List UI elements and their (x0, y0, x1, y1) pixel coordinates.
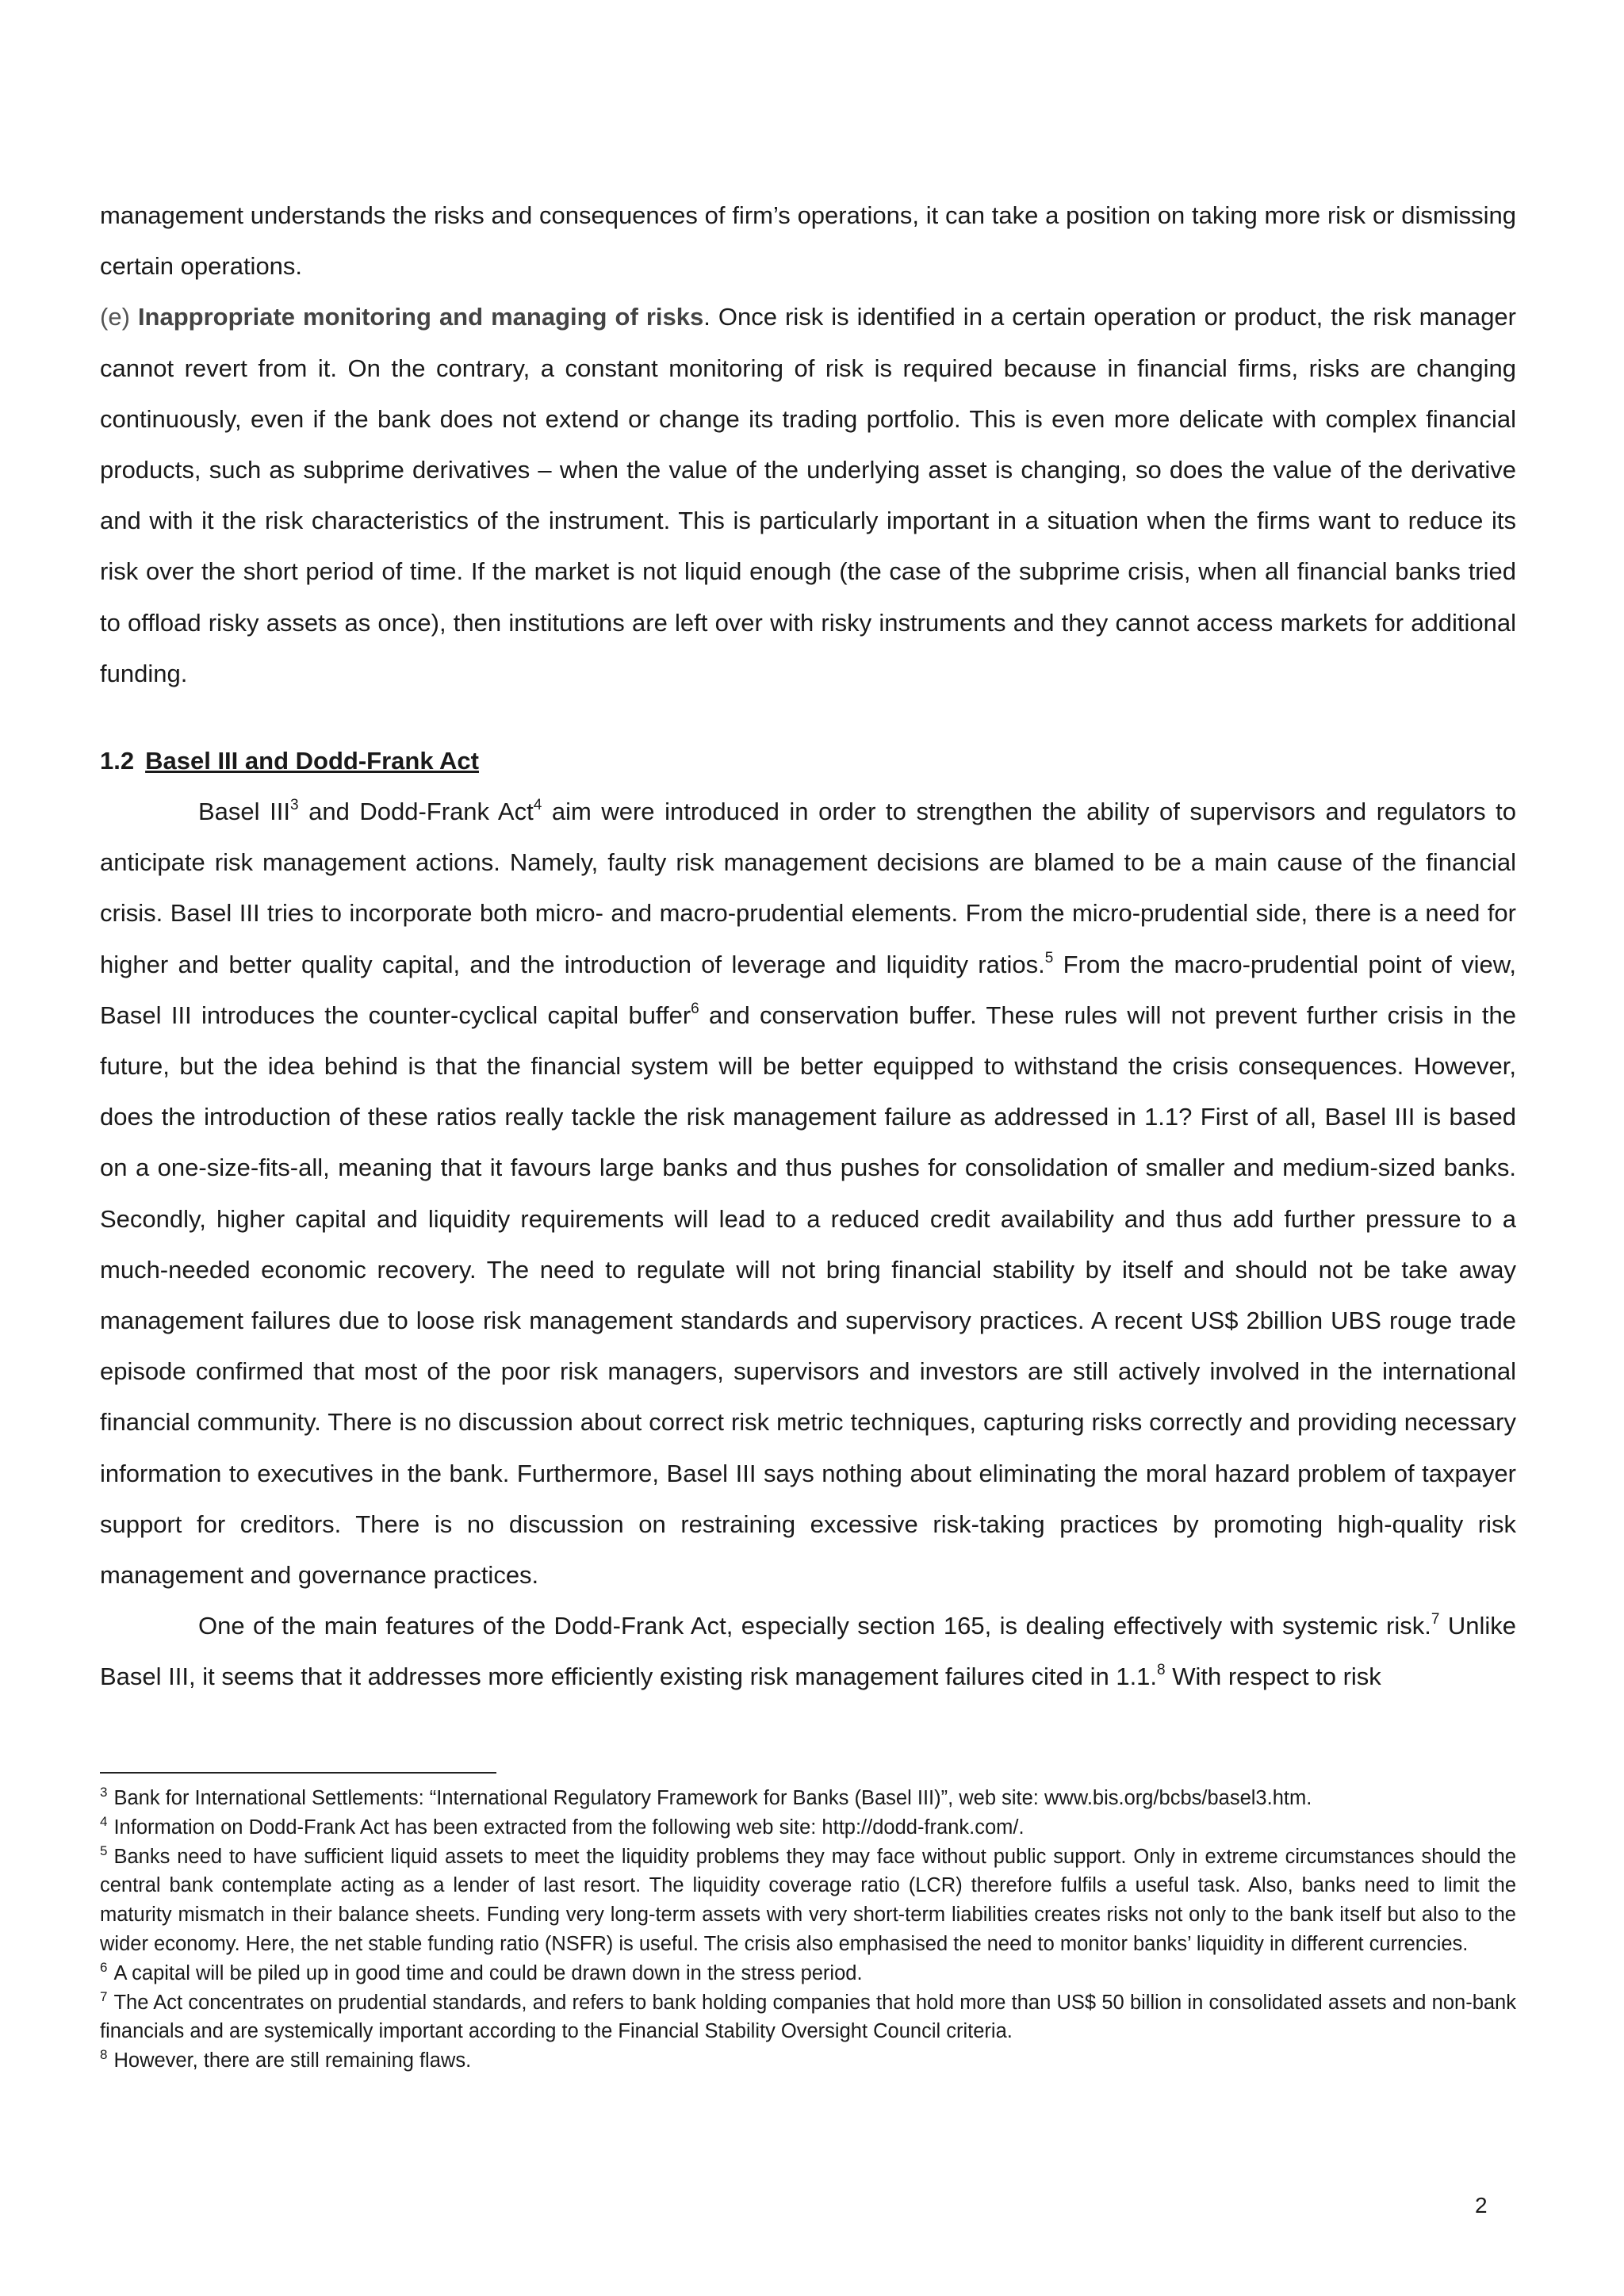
section-title: Basel III and Dodd-Frank Act (145, 747, 479, 775)
dodd-frank-text-1: One of the main features of the Dodd-Frank Act, especially section 165, is dealing effectively with systemic risk. (198, 1612, 1431, 1640)
page-number: 2 (1475, 2193, 1488, 2218)
basel-paragraph (100, 786, 1516, 1601)
item-e-term: Inappropriate monitoring and managing of risks (137, 303, 704, 331)
section-number: 1.2 (100, 747, 135, 775)
footnote-5 (100, 1843, 1516, 1959)
footnote-ref-3[interactable]: 3 (289, 797, 299, 814)
basel-text-3: aim were introduced in order to strengthen the ability of supervisors and regulators to anticipate risk management actions. Namely, faulty risk management decisions are blamed to be a main cause of the financial crisis. Basel III tries to incorporate both micro- and macro-prudential elements. From the micro-prudential side, there is a need for higher and better quality capital, and the introduction of leverage and liquidity ratios. (100, 798, 1516, 978)
section-heading (100, 736, 1516, 786)
footnote-ref-5[interactable]: 5 (1044, 949, 1054, 966)
footnote-3 (100, 1784, 1516, 1813)
footnote-separator (100, 1772, 496, 1774)
footnote-text: The Act concentrates on prudential standards, and refers to bank holding companies that hold more than US$ 50 billion in consolidated assets and non-bank financials and are systemically important according to the Financial Stability Oversight Council criteria. (100, 1991, 1516, 2043)
basel-text-4: From the macro-prudential point of view, Basel III introduces the counter-cyclical capital buffer (100, 950, 1516, 1029)
footnote-6 (100, 1959, 1516, 1988)
footnote-text: However, there are still remaining flaws. (113, 2049, 472, 2072)
basel-text-1: Basel III (198, 798, 290, 826)
item-e-paragraph (100, 292, 1516, 699)
footnote-ref-8[interactable]: 8 (1157, 1662, 1166, 1679)
footnote-text: Banks need to have sufficient liquid assets to meet the liquidity problems they may face without public support. Only in extreme circumstances should the central bank contemplate acting as a lender of last resort. The liquidity coverage ratio (LCR) therefore fulfils a useful task. Also, banks need to limit the maturity mismatch in their balance sheets. Funding very long-term assets with very short-term liabilities creates risks not only to the bank itself but also to the wider economy. Here, the net stable funding ratio (NSFR) is useful. The crisis also emphasised the need to monitor banks’ liquidity in different currencies. (100, 1845, 1516, 1955)
dodd-frank-text-2: Unlike Basel III, it seems that it addresses more efficiently existing risk management failures cited in 1.1. (100, 1612, 1516, 1691)
footnote-mark: 7 (100, 1988, 108, 2004)
footnote-text: Information on Dodd-Frank Act has been extracted from the following web site: http://dodd-frank.com/. (113, 1816, 1025, 1839)
dodd-frank-text-3: With respect to risk (1165, 1663, 1381, 1691)
footnote-ref-6[interactable]: 6 (691, 1000, 699, 1017)
footnote-mark: 3 (100, 1785, 108, 1800)
footnote-mark: 6 (100, 1959, 108, 1975)
basel-text-2: and Dodd-Frank Act (298, 798, 534, 826)
footnote-7 (100, 1988, 1516, 2047)
continued-paragraph: management understands the risks and consequences of firm’s operations, it can take a position on taking more risk or dismissing certain operations. (100, 201, 1516, 281)
footnotes (100, 1784, 1516, 2076)
footnote-mark: 4 (100, 1813, 108, 1829)
basel-text-5: and conservation buffer. These rules will not prevent further crisis in the future, but the idea behind is that the financial system will be better equipped to withstand the crisis consequences. However, does the introduction of these ratios really tackle the risk management failure as addressed in 1.1? First of all, Basel III is based on a one-size-fits-all, meaning that it favours large banks and thus pushes for consolidation of smaller and medium-sized banks. Secondly, higher capital and liquidity requirements will lead to a reduced credit availability and thus add further pressure to a much-needed economic recovery. The need to regulate will not bring financial stability by itself and should not be take away management failures due to loose risk management standards and supervisory practices. A recent US$ 2billion UBS rouge trade episode confirmed that most of the poor risk managers, supervisors and investors are still actively involved in the international financial community. There is no discussion about correct risk metric techniques, capturing risks correctly and providing necessary information to executives in the bank. Furthermore, Basel III says nothing about eliminating the moral hazard problem of taxpayer support for creditors. There is no discussion on restraining excessive risk-taking practices by promoting high-quality risk management and governance practices. (100, 1001, 1516, 1590)
footnote-mark: 5 (100, 1843, 108, 1858)
footnote-ref-7[interactable]: 7 (1431, 1611, 1440, 1628)
footnote-text: Bank for International Settlements: “International Regulatory Framework for Banks (Basel III)”, web site: www.bis.org/bcbs/basel3.htm. (113, 1787, 1312, 1809)
item-e-label: (e) (100, 303, 130, 331)
footnote-text: A capital will be piled up in good time and could be drawn down in the stress period. (113, 1961, 863, 1984)
page-body (100, 190, 1516, 1703)
dodd-frank-paragraph (100, 1601, 1516, 1702)
item-e-text: . Once risk is identified in a certain operation or product, the risk manager cannot revert from it. On the contrary, a constant monitoring of risk is required because in financial firms, risks are changing continuously, even if the bank does not extend or change its trading portfolio. This is even more delicate with complex financial products, such as subprime derivatives – when the value of the underlying asset is changing, so does the value of the derivative and with it the risk characteristics of the instrument. This is particularly important in a situation when the firms want to reduce its risk over the short period of time. If the market is not liquid enough (the case of the subprime crisis, when all financial banks tried to offload risky assets as once), then institutions are left over with risky instruments and they cannot access markets for additional funding. (100, 303, 1516, 687)
footnote-ref-4[interactable]: 4 (533, 797, 542, 814)
footnote-4 (100, 1813, 1516, 1843)
footnote-8 (100, 2046, 1516, 2076)
footnote-mark: 8 (100, 2047, 108, 2063)
